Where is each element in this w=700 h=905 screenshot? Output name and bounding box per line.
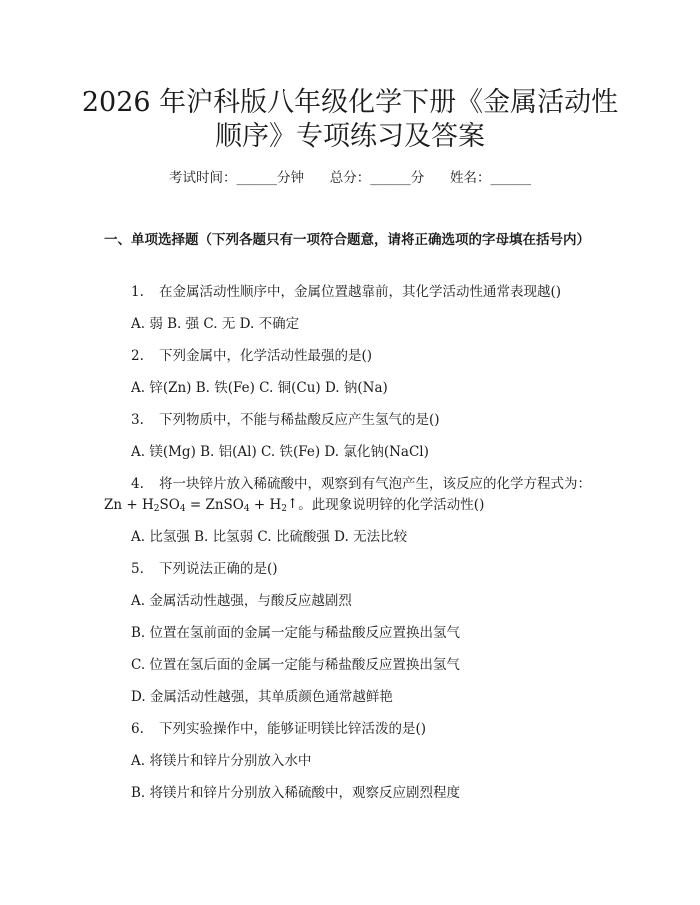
question-text: 下列实验操作中，能够证明镁比锌活泼的是(): [159, 721, 427, 737]
question-text: 在金属活动性顺序中，金属位置越靠前，其化学活动性通常表现越(): [159, 284, 562, 300]
eq-subscript: 2: [281, 504, 287, 514]
name-field: 姓名：______: [450, 170, 531, 186]
question-5-option-b: B. 位置在氢前面的金属一定能与稀盐酸反应置换出氢气: [131, 625, 461, 641]
eq-subscript: 2: [153, 504, 160, 514]
eq-part: + H: [249, 497, 282, 513]
eq-subscript: 4: [243, 504, 250, 514]
question-number: 5.: [131, 561, 144, 577]
eq-part: = ZnSO: [185, 497, 244, 513]
question-5-option-c: C. 位置在氢后面的金属一定能与稀盐酸反应置换出氢气: [131, 657, 460, 673]
time-field: 考试时间：______分钟: [169, 170, 304, 186]
question-4-options: A. 比氢强 B. 比氢弱 C. 比硫酸强 D. 无法比较: [131, 529, 408, 545]
question-6-option-b: B. 将镁片和锌片分别放入稀硫酸中，观察反应剧烈程度: [131, 785, 461, 801]
eq-part: 。此现象说明锌的化学活动性(): [298, 497, 485, 513]
question-number: 3.: [131, 412, 144, 428]
question-5-option-d: D. 金属活动性越强，其单质颜色通常越鲜艳: [131, 689, 393, 705]
question-number: 6.: [131, 721, 144, 737]
question-3: [131, 411, 440, 429]
section-heading: 一、单项选择题（下列各题只有一项符合题意，请将正确选项的字母填在括号内）: [104, 232, 590, 248]
question-text: 下列金属中，化学活动性最强的是(): [159, 348, 373, 364]
question-text: 下列说法正确的是(): [159, 561, 278, 577]
question-2-options: A. 锌(Zn) B. 铁(Fe) C. 铜(Cu) D. 钠(Na): [131, 380, 388, 396]
question-6: [131, 720, 426, 738]
question-4: [131, 475, 591, 493]
question-5: [131, 560, 278, 578]
question-number: 2.: [131, 348, 144, 364]
question-1: [131, 283, 561, 301]
exam-meta: [0, 166, 700, 186]
question-3-options: A. 镁(Mg) B. 铝(Al) C. 铁(Fe) D. 氯化钠(NaCl): [131, 444, 429, 460]
question-number: 1.: [131, 284, 144, 300]
page-title-line2: 顺序》专项练习及答案: [215, 121, 485, 152]
question-1-options: A. 弱 B. 强 C. 无 D. 不确定: [131, 316, 300, 332]
page-title-line1: 2026 年沪科版八年级化学下册《金属活动性: [81, 87, 619, 118]
question-number: 4.: [131, 476, 144, 492]
eq-part: Zn + H: [104, 497, 154, 513]
question-text: 将一块锌片放入稀硫酸中，观察到有气泡产生，该反应的化学方程式为：: [159, 476, 591, 492]
question-6-option-a: A. 将镁片和锌片分别放入水中: [131, 753, 312, 769]
score-field: 总分：______分: [329, 170, 425, 186]
question-text: 下列物质中，不能与稀盐酸反应产生氢气的是(): [159, 412, 440, 428]
eq-part: SO: [159, 497, 180, 513]
eq-subscript: 4: [179, 504, 186, 514]
question-4-equation: [104, 496, 484, 514]
question-5-option-a: A. 金属活动性越强，与酸反应越剧烈: [131, 593, 352, 609]
question-2: [131, 347, 372, 365]
gas-arrow-icon: ↑: [286, 496, 299, 512]
